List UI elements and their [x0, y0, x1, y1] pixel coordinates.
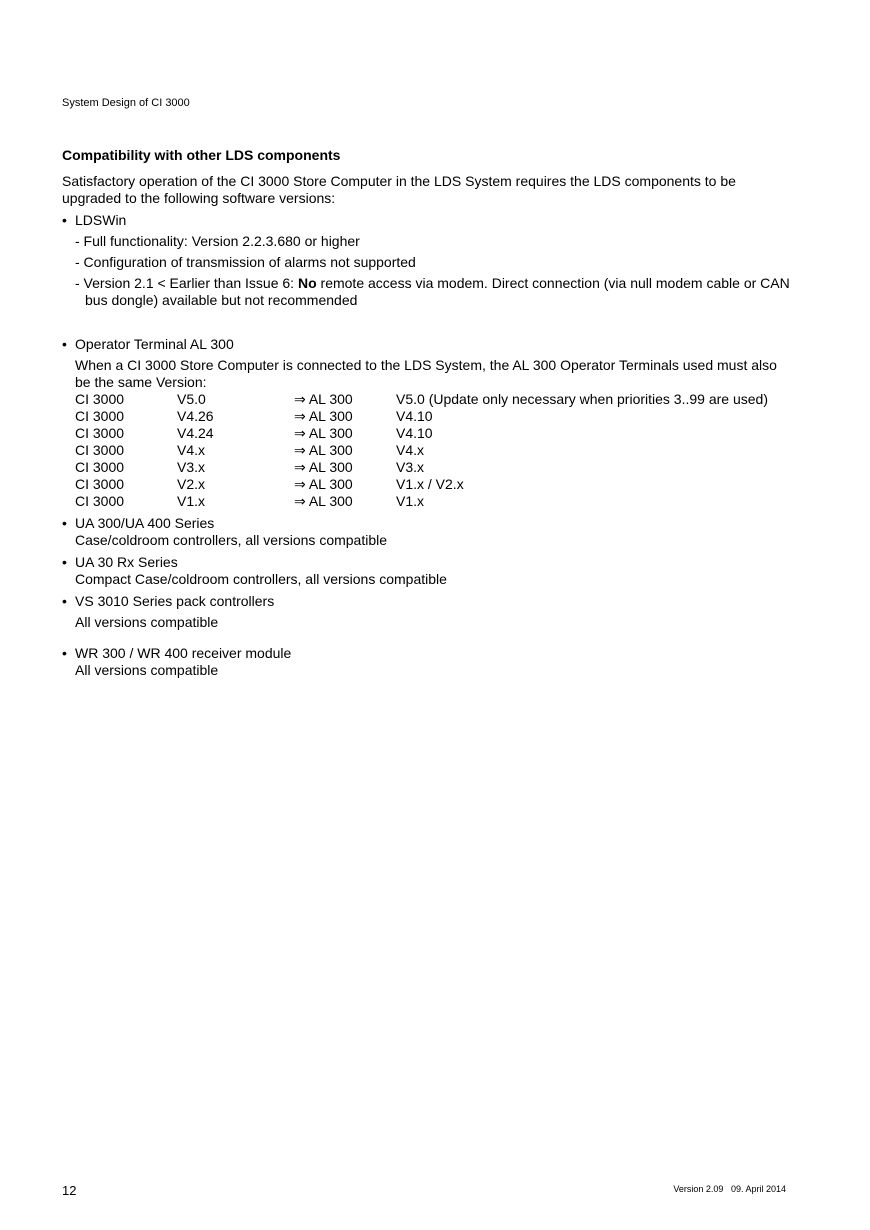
table-cell: ⇒ AL 300 [294, 459, 353, 475]
document-body [62, 147, 792, 679]
bullet-dot: • [62, 336, 67, 352]
table-cell: V5.0 (Update only necessary when priorities 3..99 are used) [396, 391, 768, 407]
table-cell: V4.24 [177, 425, 214, 441]
section-heading: Compatibility with other LDS components [62, 147, 341, 163]
intro-paragraph: Satisfactory operation of the CI 3000 Store Computer in the LDS System requires the LDS components to be upgraded to the following software versions: [62, 173, 736, 206]
bullet-ua30 [62, 554, 792, 588]
table-cell: CI 3000 [75, 493, 125, 509]
bullet-dot: • [62, 515, 67, 531]
table-cell: ⇒ AL 300 [294, 476, 353, 492]
table-cell: CI 3000 [75, 425, 125, 441]
bullet-dot: • [62, 593, 67, 609]
table-cell: V3.x [177, 459, 206, 475]
table-cell: V1.x [177, 493, 206, 509]
table-row [75, 408, 768, 425]
bullet-al300 [62, 336, 792, 510]
table-cell: CI 3000 [75, 391, 125, 407]
table-row [75, 425, 768, 442]
bullet-vs3010 [62, 593, 792, 631]
bullet-dot: • [62, 554, 67, 570]
table-cell: V1.x / V2.x [396, 476, 464, 492]
table-row [75, 442, 768, 459]
bullet-description: Compact Case/coldroom controllers, all versions compatible [75, 571, 447, 587]
table-cell: V4.10 [396, 425, 433, 441]
table-row [75, 459, 768, 476]
table-cell: ⇒ AL 300 [294, 425, 353, 441]
table-cell: ⇒ AL 300 [294, 493, 353, 509]
list-item-text: remote access via modem. Direct connection (via null modem cable or CAN bus dongle) available but not recommended [85, 275, 790, 308]
table-row [75, 493, 768, 510]
table-row [75, 476, 768, 493]
table-cell: ⇒ AL 300 [294, 391, 353, 407]
table-cell: V1.x [396, 493, 425, 509]
bullet-description: All versions compatible [75, 614, 219, 630]
compatibility-table [75, 391, 768, 510]
list-item: - Full functionality: Version 2.2.3.680 or higher [75, 233, 360, 249]
bullet-title: UA 30 Rx Series [75, 554, 178, 570]
bullet-description: All versions compatible [75, 662, 219, 678]
table-cell: V4.x [177, 442, 206, 458]
list-item-text: - Version 2.1 < Earlier than Issue 6: [75, 275, 298, 291]
table-cell: ⇒ AL 300 [294, 442, 353, 458]
table-cell: V4.26 [177, 408, 214, 424]
bullet-dot: • [62, 645, 67, 661]
bullet-title: WR 300 / WR 400 receiver module [75, 645, 292, 661]
table-cell: V4.10 [396, 408, 433, 424]
table-cell: CI 3000 [75, 476, 125, 492]
bullet-ldswin [62, 212, 792, 309]
bullet-dot: • [62, 212, 67, 228]
table-cell: V5.0 [177, 391, 206, 407]
table-cell: V2.x [177, 476, 206, 492]
table-row [75, 391, 768, 408]
running-header: System Design of CI 3000 [62, 97, 190, 109]
bullet-title: VS 3010 Series pack controllers [75, 593, 275, 609]
table-cell: CI 3000 [75, 459, 125, 475]
bullet-description: Case/coldroom controllers, all versions compatible [75, 532, 388, 548]
version-label: Version 2.09 09. April 2014 [673, 1184, 786, 1194]
bullet-title: UA 300/UA 400 Series [75, 515, 215, 531]
table-cell: CI 3000 [75, 408, 125, 424]
page-number: 12 [62, 1183, 77, 1198]
table-cell: V3.x [396, 459, 425, 475]
bullet-title: Operator Terminal AL 300 [75, 336, 234, 352]
table-cell: CI 3000 [75, 442, 125, 458]
list-item [75, 275, 792, 309]
bullet-ua300 [62, 515, 792, 549]
table-cell: V4.x [396, 442, 425, 458]
list-item: - Configuration of transmission of alarms not supported [75, 254, 416, 270]
bullet-description: When a CI 3000 Store Computer is connected to the LDS System, the AL 300 Operator Terminals used must also be the same Version: [75, 357, 777, 390]
bullet-wr300 [62, 645, 792, 679]
emphasis: No [297, 275, 317, 291]
bullet-title: LDSWin [75, 212, 127, 228]
table-cell: ⇒ AL 300 [294, 408, 353, 424]
